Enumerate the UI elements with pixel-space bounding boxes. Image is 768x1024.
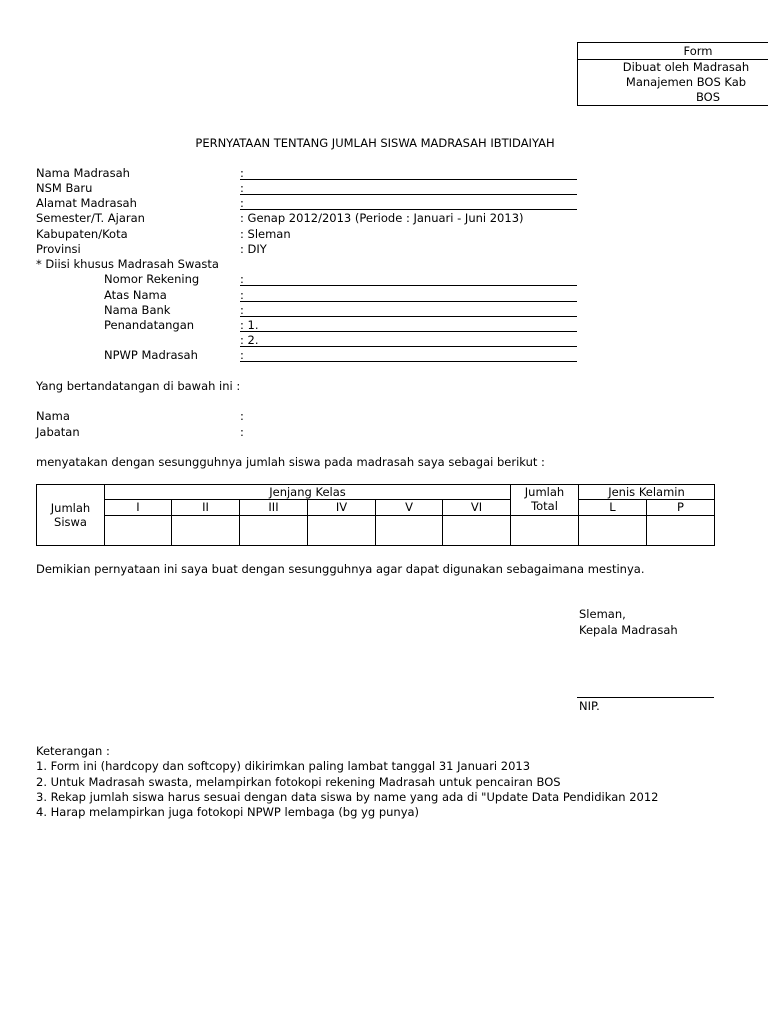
alamat-label: Alamat Madrasah [36, 196, 137, 210]
kelas-header: V [376, 500, 443, 515]
undersigned-text: Yang bertandatangan di bawah ini : [36, 379, 241, 393]
npwp-line [240, 361, 577, 362]
nama-value: : [240, 409, 244, 423]
kelas-header: I [105, 500, 172, 515]
nama-bank-line [240, 316, 577, 317]
student-count-table [36, 484, 715, 546]
kabupaten-label: Kabupaten/Kota [36, 227, 128, 241]
document-title: PERNYATAAN TENTANG JUMLAH SISWA MADRASAH IBTIDAIYAH [195, 136, 555, 150]
nama-bank-value: : [240, 303, 244, 317]
penandatangan-line-1 [240, 331, 577, 332]
gender-p-cell [647, 515, 715, 546]
jabatan-label: Jabatan [36, 425, 80, 439]
nama-bank-label: Nama Bank [104, 303, 171, 317]
notes-item: 4. Harap melampirkan juga fotokopi NPWP lembaga (bg yg punya) [36, 805, 420, 819]
jumlah-total-line1: Jumlah [524, 485, 565, 499]
form-code-label: Form [578, 43, 768, 60]
gender-p-header: P [647, 500, 715, 515]
penandatangan-line-2 [240, 346, 577, 347]
alamat-line [240, 209, 577, 210]
semester-value: : Genap 2012/2013 (Periode : Januari - Juni 2013) [240, 211, 524, 225]
notes-item: 2. Untuk Madrasah swasta, melampirkan fotokopi rekening Madrasah untuk pencairan BOS [36, 775, 561, 789]
signature-line [577, 697, 714, 698]
nama-label: Nama [36, 409, 70, 423]
kelas-cell [172, 515, 240, 546]
nomor-rekening-value: : [240, 272, 244, 286]
jumlah-siswa-header [37, 485, 105, 546]
nsm-baru-label: NSM Baru [36, 181, 93, 195]
atas-nama-line [240, 301, 577, 302]
form-code-box [577, 42, 768, 106]
closing-text: Demikian pernyataan ini saya buat dengan sesungguhnya agar dapat digunakan sebagaimana mestinya. [36, 562, 645, 576]
nomor-rekening-label: Nomor Rekening [104, 272, 200, 286]
notes-item: 3. Rekap jumlah siswa harus sesuai dengan data siswa by name yang ada di "Update Data Pendidikan 2012 [36, 790, 659, 804]
jumlah-siswa-line1: Jumlah [50, 501, 91, 515]
signature-place: Sleman, [579, 607, 626, 621]
signature-nip: NIP. [579, 699, 600, 713]
jumlah-total-line2: Total [531, 499, 558, 513]
nama-madrasah-line [240, 179, 577, 180]
kabupaten-value: : Sleman [240, 227, 291, 241]
kelas-cell [105, 515, 172, 546]
kelas-cell [308, 515, 376, 546]
kelas-cell [376, 515, 443, 546]
jenjang-kelas-header: Jenjang Kelas [105, 485, 511, 500]
nomor-rekening-line [240, 285, 577, 286]
gender-l-cell [579, 515, 647, 546]
alamat-value: : [240, 196, 244, 210]
gender-l-header: L [579, 500, 647, 515]
kelas-cell [240, 515, 308, 546]
kelas-cell [443, 515, 511, 546]
kelas-header: IV [308, 500, 376, 515]
penandatangan-value-2: : 2. [240, 333, 259, 347]
atas-nama-value: : [240, 288, 244, 302]
notes-title: Keterangan : [36, 744, 110, 758]
form-manager: Manajemen BOS Kab [625, 75, 747, 89]
penandatangan-label: Penandatangan [104, 318, 195, 332]
atas-nama-label: Atas Nama [104, 288, 167, 302]
provinsi-label: Provinsi [36, 242, 81, 256]
form-program: BOS [695, 90, 721, 104]
kelas-header: II [172, 500, 240, 515]
jabatan-value: : [240, 425, 244, 439]
statement-text: menyatakan dengan sesungguhnya jumlah siswa pada madrasah saya sebagai berikut : [36, 455, 545, 469]
form-made-by: Dibuat oleh Madrasah [622, 60, 750, 74]
npwp-value: : [240, 348, 244, 362]
jumlah-total-header [511, 485, 579, 516]
signature-role: Kepala Madrasah [579, 623, 678, 637]
penandatangan-value-1: : 1. [240, 318, 259, 332]
npwp-label: NPWP Madrasah [104, 348, 198, 362]
jumlah-siswa-line2: Siswa [54, 515, 87, 529]
jenis-kelamin-header: Jenis Kelamin [579, 485, 715, 500]
swasta-note: * Diisi khusus Madrasah Swasta [36, 257, 219, 271]
nsm-baru-value: : [240, 181, 244, 195]
provinsi-value: : DIY [240, 242, 267, 256]
kelas-header: III [240, 500, 308, 515]
jumlah-total-cell [511, 515, 579, 546]
nama-madrasah-label: Nama Madrasah [36, 166, 130, 180]
semester-label: Semester/T. Ajaran [36, 211, 145, 225]
kelas-header: VI [443, 500, 511, 515]
nama-madrasah-value: : [240, 166, 244, 180]
nsm-baru-line [240, 194, 577, 195]
notes-item: 1. Form ini (hardcopy dan softcopy) dikirimkan paling lambat tanggal 31 Januari 2013 [36, 759, 531, 773]
